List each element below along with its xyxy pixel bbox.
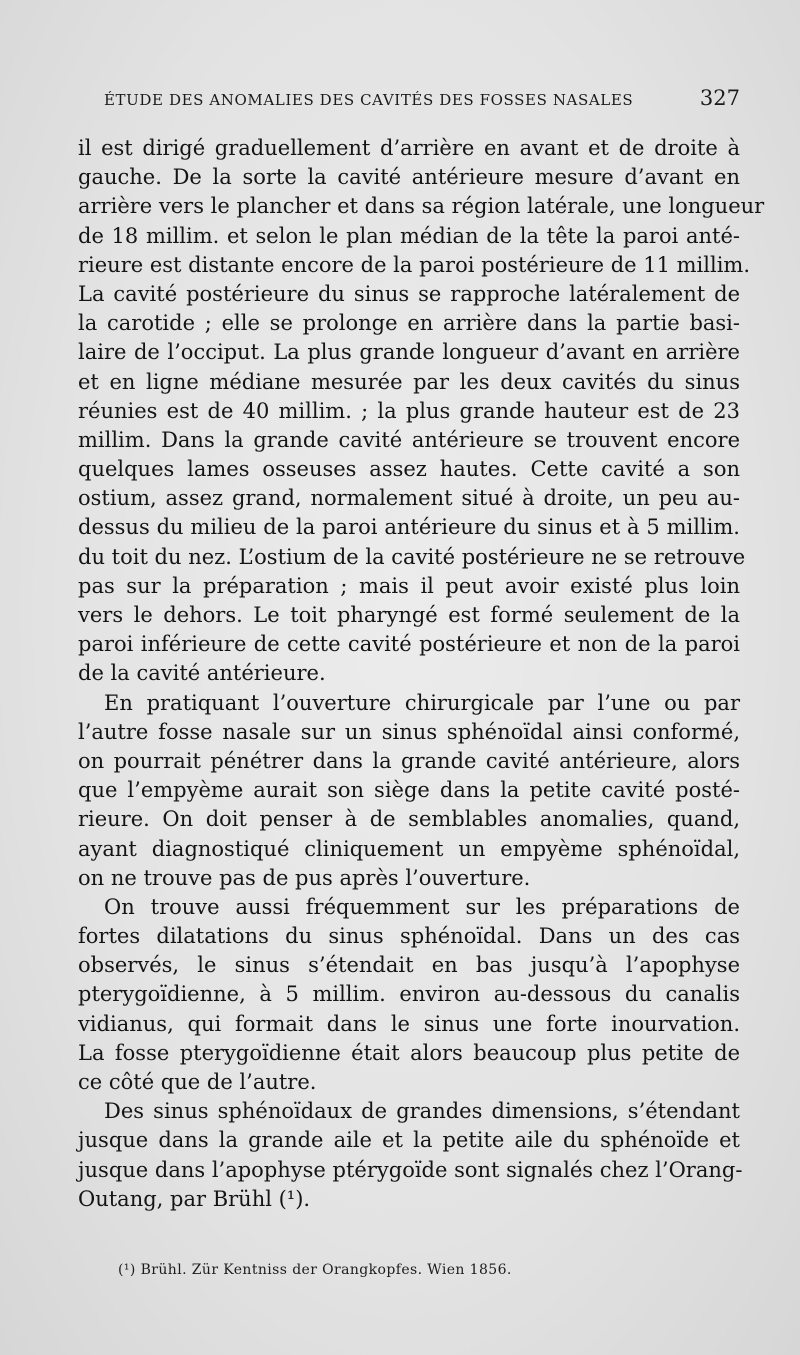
text-line: il est dirigé graduellement d’arrière en avant et de droite à [78, 136, 740, 160]
text-line: ostium, assez grand, normalement situé à droite, un peu au- [78, 486, 740, 511]
text-line: on pourrait pénétrer dans la grande cavité antérieure, alors [78, 748, 740, 773]
text-line: de la cavité antérieure. [78, 661, 326, 686]
text-line: on ne trouve pas de pus après l’ouverture. [78, 865, 531, 890]
text-line: réunies est de 40 millim. ; la plus grande hauteur est de 23 [78, 398, 740, 423]
body-text [78, 134, 765, 1214]
text-line: la carotide ; elle se prolonge en arrière dans la partie basi- [78, 311, 740, 336]
text-line: ce côté que de l’autre. [78, 1070, 317, 1094]
page-header [104, 86, 740, 116]
text-line: millim. Dans la grande cavité antérieure se trouvent encore [78, 427, 740, 452]
page-number: 327 [699, 86, 740, 110]
text-line: rieure. On doit penser à de semblables anomalies, quand, [78, 807, 740, 832]
text-line: jusque dans l’apophyse ptérygoïde sont signalés chez l’Orang- [78, 1157, 743, 1182]
text-line: ayant diagnostiqué cliniquement un empyème sphénoïdal, [78, 836, 740, 861]
footnote: (¹) Brühl. Zür Kentniss der Orangkopfes. Wien 1856. [118, 1262, 512, 1278]
text-line: du toit du nez. L’ostium de la cavité postérieure ne se retrouve [78, 544, 746, 569]
text-line: observés, le sinus s’étendait en bas jusqu’à l’apophyse [78, 953, 740, 978]
paragraph-start-line: On trouve aussi fréquemment sur les préparations de [104, 894, 740, 919]
text-line: fortes dilatations du sinus sphénoïdal. Dans un des cas [78, 924, 740, 949]
text-line: vers le dehors. Le toit pharyngé est formé seulement de la [78, 603, 740, 627]
text-line: rieure est distante encore de la paroi postérieure de 11 millim. [78, 252, 751, 277]
text-line: dessus du milieu de la paroi antérieure du sinus et à 5 millim. [78, 515, 740, 540]
text-line: paroi inférieure de cette cavité postérieure et non de la paroi [78, 632, 740, 657]
text-line: gauche. De la sorte la cavité antérieure mesure d’avant en [78, 165, 740, 190]
text-line: vidianus, qui formait dans le sinus une forte inourvation. [78, 1011, 740, 1036]
text-line: l’autre fosse nasale sur un sinus sphénoïdal ainsi conformé, [78, 719, 740, 744]
text-line: laire de l’occiput. La plus grande longueur d’avant en arrière [78, 340, 740, 365]
paragraph-start-line: Des sinus sphénoïdaux de grandes dimensions, s’étendant [104, 1099, 740, 1124]
text-line: que l’empyème aurait son siège dans la petite cavité posté- [78, 778, 740, 803]
text-line: Outang, par Brühl (¹). [78, 1186, 311, 1211]
text-line: de 18 millim. et selon le plan médian de la tête la paroi anté- [78, 223, 740, 248]
text-line: La fosse pterygoïdienne était alors beaucoup plus petite de [78, 1040, 740, 1065]
paragraph-start-line: En pratiquant l’ouverture chirurgicale par l’une ou par [104, 690, 740, 715]
text-line: arrière vers le plancher et dans sa région latérale, une longueur [78, 194, 765, 219]
text-line: quelques lames osseuses assez hautes. Cette cavité a son [78, 457, 740, 482]
text-line: pas sur la préparation ; mais il peut avoir existé plus loin [78, 573, 740, 598]
text-line: jusque dans la grande aile et la petite aile du sphénoïde et [78, 1128, 740, 1153]
text-line: et en ligne médiane mesurée par les deux cavités du sinus [78, 369, 740, 394]
text-line: pterygoïdienne, à 5 millim. environ au-dessous du canalis [78, 982, 740, 1007]
running-head: ÉTUDE DES ANOMALIES DES CAVITÉS DES FOSSES NASALES [104, 91, 634, 109]
text-line: La cavité postérieure du sinus se rapproche latéralement de [78, 281, 740, 306]
